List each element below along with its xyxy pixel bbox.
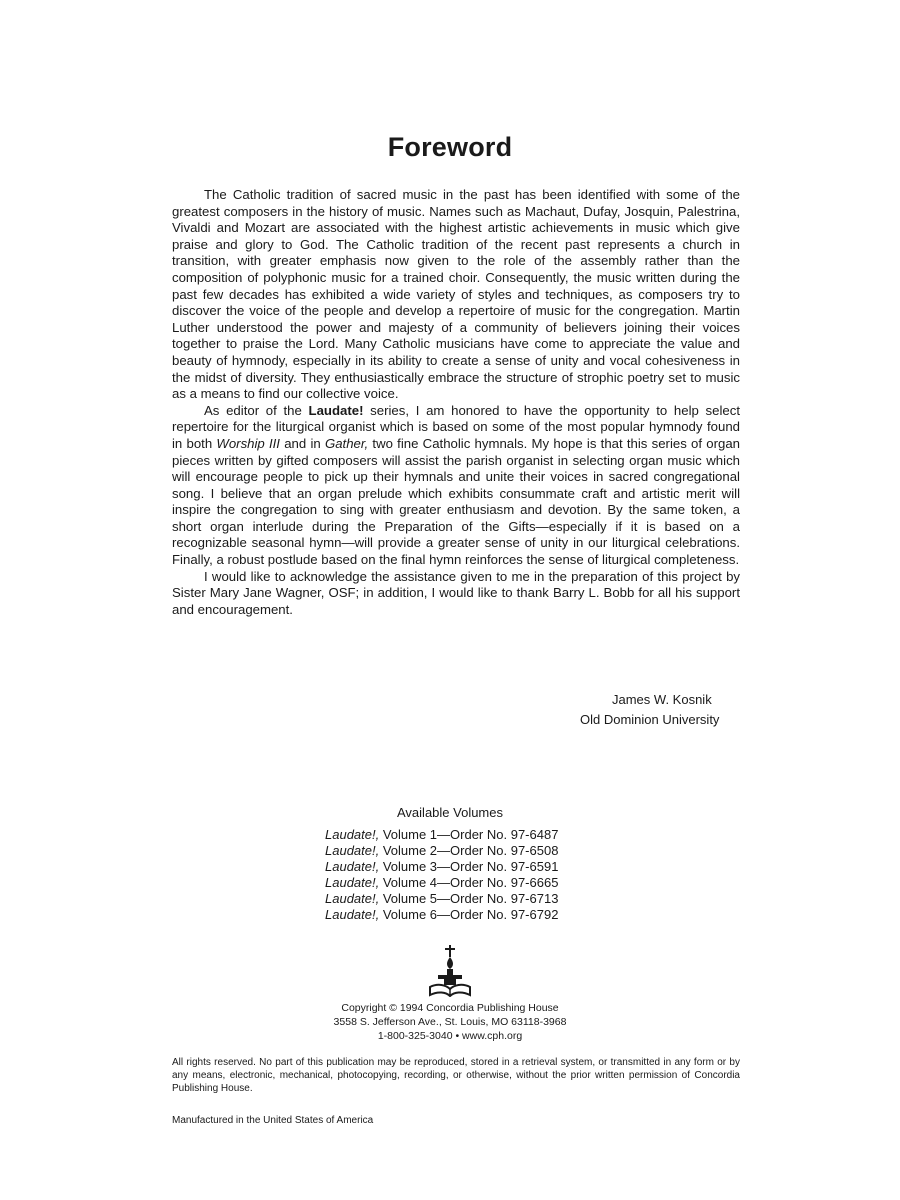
author-affiliation: Old Dominion University [580,712,720,727]
paragraph-2 [172,403,740,569]
hymnal-title-1: Worship III [216,435,280,451]
copyright-block [0,1001,900,1043]
paragraph-1-text: The Catholic tradition of sacred music in the past has been identified with some of the greatest composers in the history of music. Names such as Machaut, Dufay, Josquin, Palestrina, Vivaldi and Mozart are associated with the highest artistic achievements in music which give praise and glory to God. The Catholic tradition of the recent past represents a church in transition, with greater emphasis now given to the role of the assembly rather than the composition of polyphonic music for a trained choir. Consequently, the music written during the past few decades has exhibited a wide variety of styles and techniques, as composers try to discover the voice of the people and develop a repertoire of music for the congregation. Martin Luther understood the power and majesty of a community of believers joining their voices together to praise the Lord. Many Catholic musicians have come to appreciate the value and beauty of hymnody, especially in its ability to create a sense of unity and vocal cohesiveness in the midst of diversity. They enthusiastically embrace the structure of strophic poetry set to music as a means to find our collective voice. [172,187,740,402]
volume-series: Laudate!, [325,827,380,842]
volume-item [325,859,625,875]
concordia-publishing-house-logo-icon [428,945,472,997]
publisher-address: 3558 S. Jefferson Ave., St. Louis, MO 63118-3968 [333,1016,567,1028]
volume-detail: Volume 3—Order No. 97-6591 [379,859,559,874]
available-volumes [325,805,625,923]
copyright-line: Copyright © 1994 Concordia Publishing House [341,1002,559,1014]
foreword-body [172,187,740,618]
rights-notice: All rights reserved. No part of this publication may be reproduced, stored in a retrieval system, or transmitted in any form or by any means, electronic, mechanical, photocopying, recording, or otherwise, without the prior written permission of Concordia Publishing House. [172,1057,740,1094]
volume-series: Laudate!, [325,891,380,906]
author-name: James W. Kosnik [612,692,712,707]
paragraph-1 [172,187,740,403]
volume-item [325,875,625,891]
paragraph-2-text-c: and in [279,435,325,451]
volume-item [325,907,625,923]
publisher-contact: 1-800-325-3040 • www.cph.org [377,1030,523,1042]
volume-series: Laudate!, [325,907,380,922]
manufactured-notice: Manufactured in the United States of America [172,1115,374,1126]
paragraph-3 [172,569,740,619]
paragraph-2-text-a: As editor of the [204,402,309,418]
paragraph-2-text-b: series, I am honored to have the opportunity to help select repertoire for the liturgical organist which is based on some of the most popular hymnody found in both [172,402,740,451]
page-title: Foreword [387,132,513,162]
volume-series: Laudate!, [325,843,380,858]
volumes-heading: Available Volumes [397,805,503,820]
hymnal-title-2: Gather, [324,435,369,451]
volume-series: Laudate!, [325,875,380,890]
volume-detail: Volume 1—Order No. 97-6487 [379,827,559,842]
volume-detail: Volume 6—Order No. 97-6792 [379,907,559,922]
volume-item [325,891,625,907]
volume-detail: Volume 2—Order No. 97-6508 [379,843,559,858]
volume-series: Laudate!, [325,859,380,874]
volume-item [325,843,625,859]
paragraph-2-text-d: two fine Catholic hymnals. My hope is that this series of organ pieces written by gifted composers will assist the parish organist in selecting organ music which will encourage people to pick up their hymnals and unite their voices in sacred congregational song. I believe that an organ prelude which exhibits consummate craft and artistic merit will inspire the congregation to sing with greater enthusiasm and devotion. By the same token, a short organ interlude during the Preparation of the Gifts—especially if it is based on a recognizable seasonal hymn—will provide a greater sense of unity in our liturgical celebrations. Finally, a robust postlude based on the final hymn reinforces the sense of liturgical completeness. [172,435,740,568]
volume-item [325,827,625,843]
volume-detail: Volume 5—Order No. 97-6713 [379,891,559,906]
series-name: Laudate! [308,402,364,418]
paragraph-3-text: I would like to acknowledge the assistance given to me in the preparation of this project by Sister Mary Jane Wagner, OSF; in addition, I would like to thank Barry L. Bobb for all his support and encouragement. [172,568,740,617]
signature-block [560,690,740,730]
volume-detail: Volume 4—Order No. 97-6665 [379,875,559,890]
